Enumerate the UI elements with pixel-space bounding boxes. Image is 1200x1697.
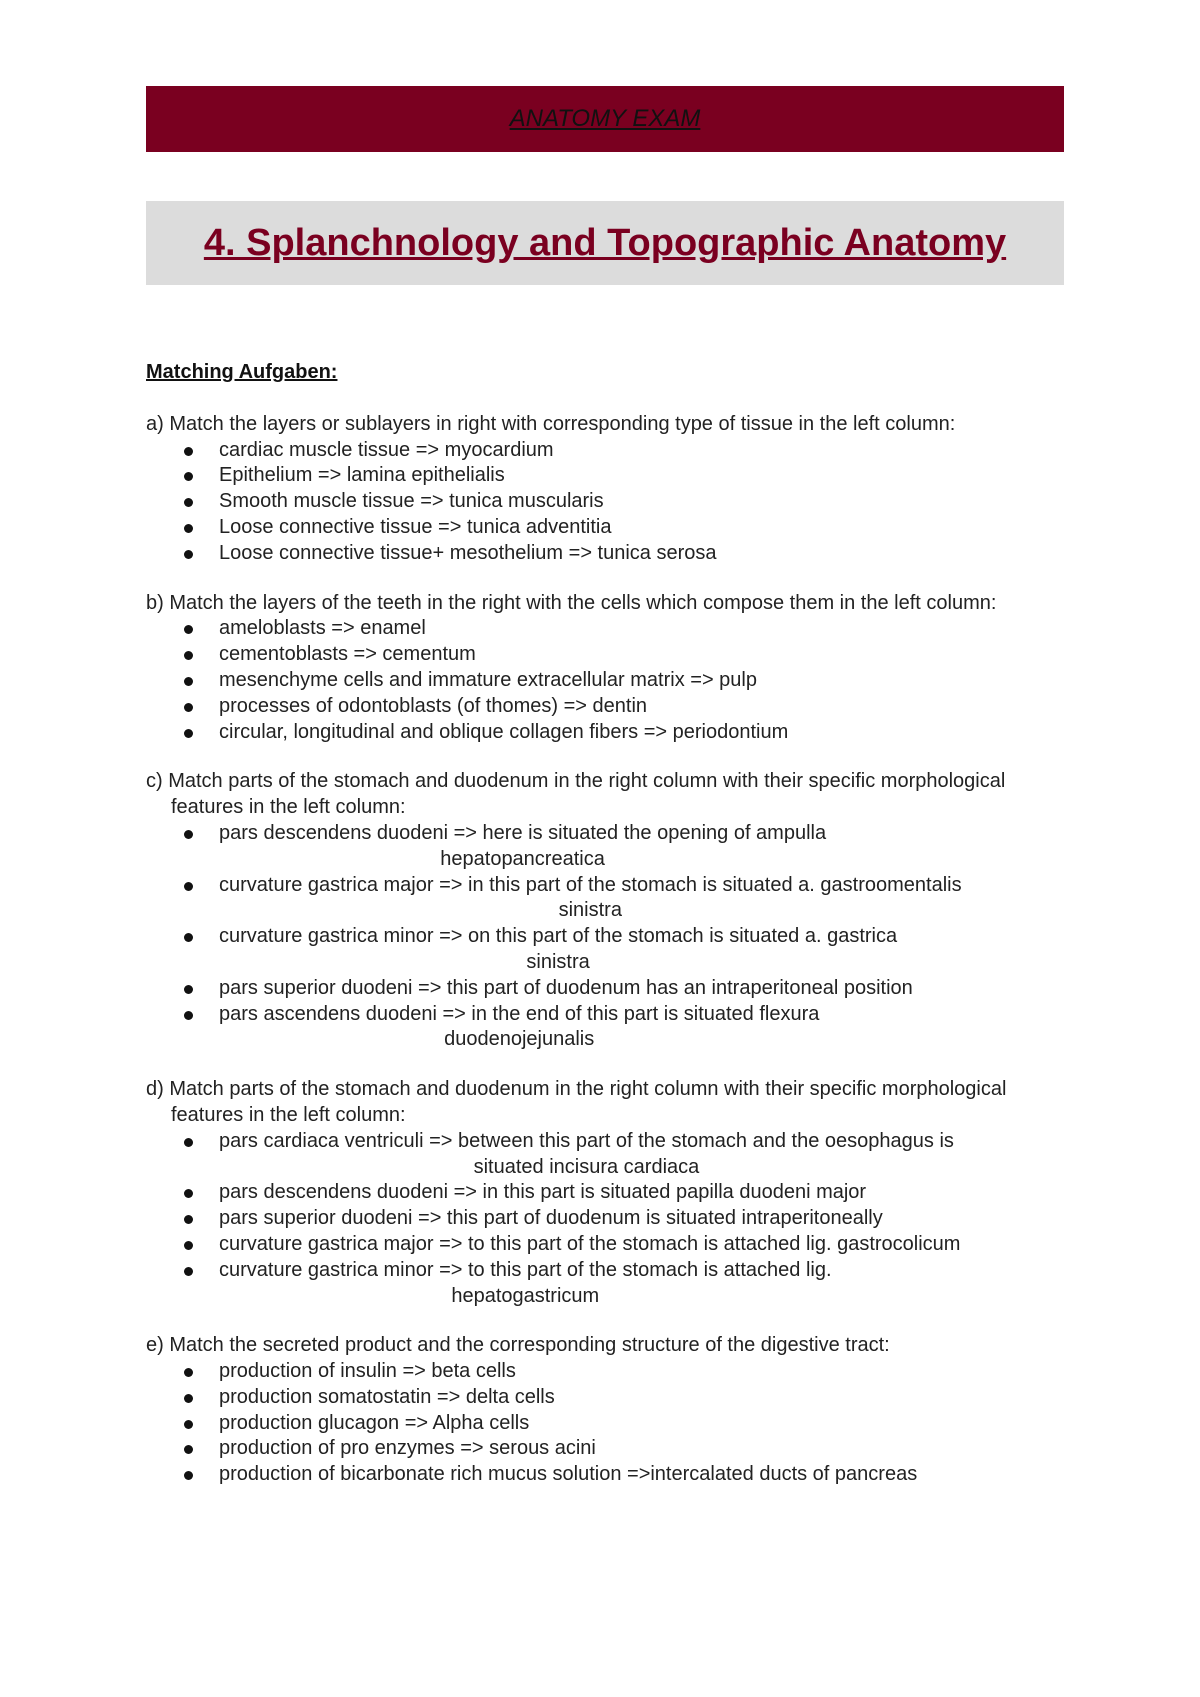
bullet-icon bbox=[184, 1241, 193, 1250]
bullet-icon bbox=[184, 677, 193, 686]
answer-text: pars superior duodeni => this part of duodenum has an intraperitoneal position bbox=[219, 976, 913, 999]
answer-text: Loose connective tissue => tunica adventitia bbox=[219, 515, 612, 538]
answer-item bbox=[146, 1232, 1066, 1258]
answer-text: mesenchyme cells and immature extracellular matrix => pulp bbox=[219, 668, 757, 691]
answer-text: curvature gastrica minor => to this part of the stomach is attached lig. bbox=[219, 1258, 832, 1281]
document-body bbox=[146, 360, 1066, 1512]
answer-item bbox=[146, 489, 1066, 515]
bullet-icon bbox=[184, 625, 193, 634]
bullet-icon bbox=[184, 1445, 193, 1454]
answer-item bbox=[146, 1385, 1066, 1411]
answer-text: pars ascendens duodeni => in the end of this part is situated flexura bbox=[219, 1002, 820, 1025]
answer-item bbox=[146, 642, 1066, 668]
bullet-icon bbox=[184, 472, 193, 481]
bullet-icon bbox=[184, 882, 193, 891]
answer-item bbox=[146, 694, 1066, 720]
answer-continuation: duodenojejunalis bbox=[444, 1028, 595, 1051]
answer-item bbox=[146, 668, 1066, 694]
exam-banner bbox=[146, 86, 1064, 152]
answer-list bbox=[146, 1129, 1066, 1310]
answer-item bbox=[146, 1206, 1066, 1232]
answer-list bbox=[146, 821, 1066, 1053]
question-prompt: c) Match parts of the stomach and duodenum in the right column with their specific morphological features in the left column: bbox=[146, 770, 1006, 819]
chapter-title: 4. Splanchnology and Topographic Anatomy bbox=[203, 221, 1007, 264]
bullet-icon bbox=[184, 1189, 193, 1198]
answer-list bbox=[146, 616, 1066, 745]
answer-continuation: hepatogastricum bbox=[451, 1284, 600, 1307]
answer-text: Epithelium => lamina epithelialis bbox=[219, 464, 505, 487]
answer-text: pars superior duodeni => this part of duodenum is situated intraperitoneally bbox=[219, 1207, 883, 1230]
answer-text: production of bicarbonate rich mucus solution =>intercalated ducts of pancreas bbox=[219, 1463, 918, 1486]
answer-list bbox=[146, 438, 1066, 567]
answer-text: pars descendens duodeni => here is situated the opening of ampulla bbox=[219, 821, 827, 844]
question-prompt: b) Match the layers of the teeth in the right with the cells which compose them in the left column: bbox=[146, 591, 997, 614]
question-block bbox=[146, 1077, 1066, 1309]
bullet-icon bbox=[184, 1394, 193, 1403]
bullet-icon bbox=[184, 1368, 193, 1377]
answer-continuation: sinistra bbox=[558, 899, 622, 922]
bullet-icon bbox=[184, 703, 193, 712]
question-list bbox=[146, 412, 1066, 1488]
answer-text: production of pro enzymes => serous acini bbox=[219, 1437, 596, 1460]
answer-item bbox=[146, 1411, 1066, 1437]
answer-text: cardiac muscle tissue => myocardium bbox=[219, 438, 554, 461]
answer-list bbox=[146, 1359, 1066, 1488]
answer-text: cementoblasts => cementum bbox=[219, 643, 476, 666]
question-block bbox=[146, 1333, 1066, 1488]
answer-text: production of insulin => beta cells bbox=[219, 1360, 516, 1383]
question-block bbox=[146, 412, 1066, 567]
bullet-icon bbox=[184, 1215, 193, 1224]
question-prompt: a) Match the layers or sublayers in right with corresponding type of tissue in the left column: bbox=[146, 412, 956, 435]
answer-text: Smooth muscle tissue => tunica muscularis bbox=[219, 490, 604, 513]
exam-title: ANATOMY EXAM bbox=[509, 105, 701, 132]
answer-item bbox=[146, 1180, 1066, 1206]
answer-item bbox=[146, 1002, 1066, 1054]
answer-continuation: situated incisura cardiaca bbox=[473, 1155, 700, 1178]
bullet-icon bbox=[184, 498, 193, 507]
answer-continuation: sinistra bbox=[526, 950, 590, 973]
bullet-icon bbox=[184, 1011, 193, 1020]
bullet-icon bbox=[184, 550, 193, 559]
answer-item bbox=[146, 1436, 1066, 1462]
answer-item bbox=[146, 1462, 1066, 1488]
answer-text: Loose connective tissue+ mesothelium => tunica serosa bbox=[219, 541, 717, 564]
bullet-icon bbox=[184, 933, 193, 942]
answer-item bbox=[146, 616, 1066, 642]
bullet-icon bbox=[184, 1138, 193, 1147]
question-block bbox=[146, 769, 1066, 1053]
answer-item bbox=[146, 1258, 1066, 1310]
answer-text: curvature gastrica major => to this part of the stomach is attached lig. gastrocolicum bbox=[219, 1232, 961, 1255]
bullet-icon bbox=[184, 524, 193, 533]
bullet-icon bbox=[184, 729, 193, 738]
answer-item bbox=[146, 515, 1066, 541]
bullet-icon bbox=[184, 1471, 193, 1480]
bullet-icon bbox=[184, 1420, 193, 1429]
answer-item bbox=[146, 463, 1066, 489]
answer-item bbox=[146, 821, 1066, 873]
question-prompt: d) Match parts of the stomach and duodenum in the right column with their specific morphological features in the left column: bbox=[146, 1078, 1007, 1126]
answer-text: production somatostatin => delta cells bbox=[219, 1385, 555, 1408]
answer-item bbox=[146, 873, 1066, 925]
answer-text: curvature gastrica major => in this part of the stomach is situated a. gastroomentalis bbox=[219, 873, 962, 896]
answer-text: curvature gastrica minor => on this part of the stomach is situated a. gastrica bbox=[219, 925, 898, 948]
answer-item bbox=[146, 541, 1066, 567]
answer-text: circular, longitudinal and oblique collagen fibers => periodontium bbox=[219, 720, 789, 743]
question-block bbox=[146, 591, 1066, 746]
question-prompt: e) Match the secreted product and the corresponding structure of the digestive tract: bbox=[146, 1334, 890, 1357]
bullet-icon bbox=[184, 447, 193, 456]
answer-continuation: hepatopancreatica bbox=[440, 847, 605, 870]
bullet-icon bbox=[184, 985, 193, 994]
bullet-icon bbox=[184, 1267, 193, 1276]
answer-item bbox=[146, 720, 1066, 746]
answer-text: production glucagon => Alpha cells bbox=[219, 1411, 530, 1434]
answer-text: processes of odontoblasts (of thomes) => dentin bbox=[219, 694, 648, 717]
answer-item bbox=[146, 976, 1066, 1002]
bullet-icon bbox=[184, 651, 193, 660]
section-title: Matching Aufgaben: bbox=[146, 361, 338, 383]
answer-item bbox=[146, 1129, 1066, 1181]
answer-text: pars cardiaca ventriculi => between this part of the stomach and the oesophagus is bbox=[219, 1129, 954, 1152]
answer-text: ameloblasts => enamel bbox=[219, 617, 426, 640]
answer-item bbox=[146, 924, 1066, 976]
bullet-icon bbox=[184, 830, 193, 839]
answer-item bbox=[146, 438, 1066, 464]
chapter-header bbox=[146, 201, 1064, 285]
answer-item bbox=[146, 1359, 1066, 1385]
answer-text: pars descendens duodeni => in this part is situated papilla duodeni major bbox=[219, 1181, 867, 1204]
